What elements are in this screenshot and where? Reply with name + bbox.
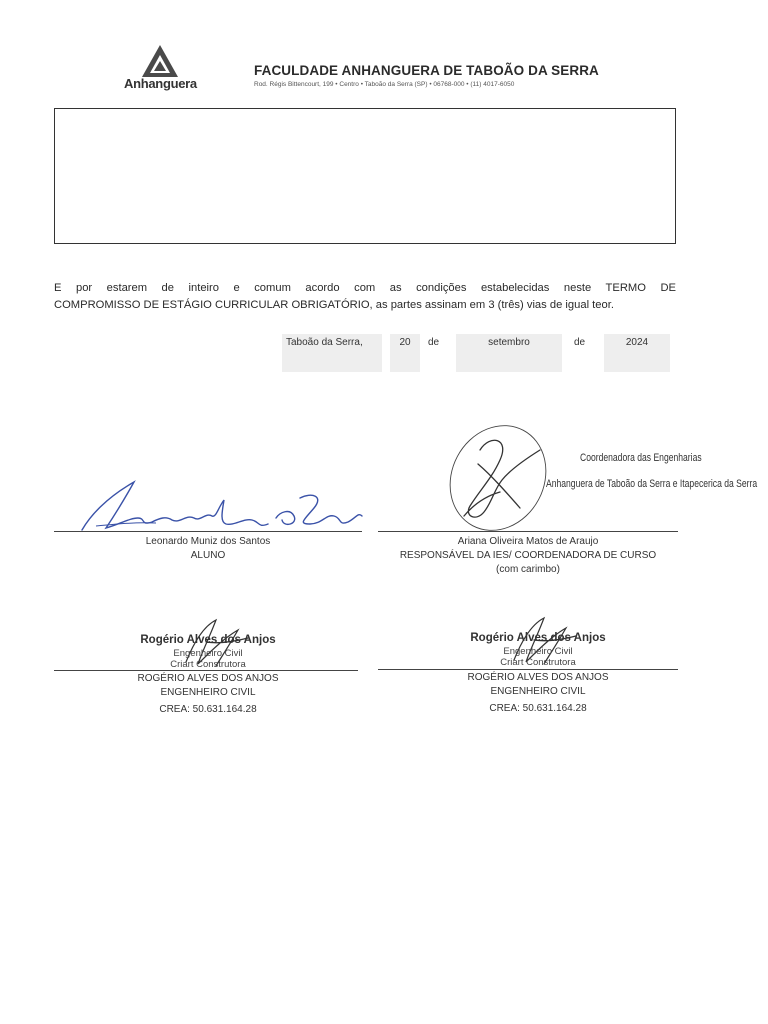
date-separator: de xyxy=(574,337,586,348)
engineer-left-name: ROGÉRIO ALVES DOS ANJOS xyxy=(137,673,279,684)
student-signature-line xyxy=(54,531,362,532)
agreement-text-line1: E por estarem de inteiro e comum acordo com as condições estabelecidas neste TERMO DE xyxy=(54,282,676,294)
engineer-left-signature-line xyxy=(54,670,358,671)
engineer-left-title: ENGENHEIRO CIVIL xyxy=(160,687,256,698)
coordinator-stamp-line1: Coordenadora das Engenharias xyxy=(580,452,702,464)
student-name: Leonardo Muniz dos Santos xyxy=(145,536,271,547)
date-month-field: setembro xyxy=(456,334,562,372)
engineer-right-title: ENGENHEIRO CIVIL xyxy=(490,686,586,697)
blank-content-box xyxy=(54,108,676,244)
date-year-field: 2024 xyxy=(604,334,670,372)
anhanguera-logo-icon xyxy=(140,44,180,78)
engineer-right-stamp-company: Criart Construtora xyxy=(500,657,576,668)
institution-address: Rod. Régis Bittencourt, 199 • Centro • Taboão da Serra (SP) • 06768-000 • (11) 4017-6050 xyxy=(254,81,515,88)
engineer-right-stamp-name: Rogério Alves dos Anjos xyxy=(470,632,606,644)
logo-text: Anhanguera xyxy=(124,76,197,91)
engineer-left-crea: CREA: 50.631.164.28 xyxy=(159,704,257,715)
engineer-right-stamp-title: Engenheiro Civil xyxy=(503,646,573,657)
engineer-left-stamp-name: Rogério Alves dos Anjos xyxy=(140,634,276,646)
coordinator-stamp-line2: Anhanguera de Taboão da Serra e Itapecerica da Serra xyxy=(546,478,758,490)
student-signature-icon xyxy=(76,478,366,538)
date-city-field: Taboão da Serra, xyxy=(282,334,382,372)
student-role: ALUNO xyxy=(190,550,226,561)
coordinator-signature-line xyxy=(378,531,678,532)
coordinator-stamp-note: (com carimbo) xyxy=(496,564,560,575)
engineer-right-signature-line xyxy=(378,669,678,670)
engineer-left-stamp-title: Engenheiro Civil xyxy=(173,648,243,659)
coordinator-signature-icon xyxy=(440,420,560,530)
engineer-left-stamp-company: Criart Construtora xyxy=(170,659,246,670)
engineer-right-crea: CREA: 50.631.164.28 xyxy=(489,703,587,714)
coordinator-role: RESPONSÁVEL DA IES/ COORDENADORA DE CURSO xyxy=(399,550,657,561)
institution-name: FACULDADE ANHANGUERA DE TABOÃO DA SERRA xyxy=(254,63,599,78)
date-day-field: 20 xyxy=(390,334,420,372)
coordinator-name: Ariana Oliveira Matos de Araujo xyxy=(457,536,599,547)
agreement-text-line2: COMPROMISSO DE ESTÁGIO CURRICULAR OBRIGATÓRIO, as partes assinam em 3 (três) vias de igual teor. xyxy=(54,299,614,311)
engineer-right-name: ROGÉRIO ALVES DOS ANJOS xyxy=(467,672,609,683)
date-separator: de xyxy=(428,337,440,348)
